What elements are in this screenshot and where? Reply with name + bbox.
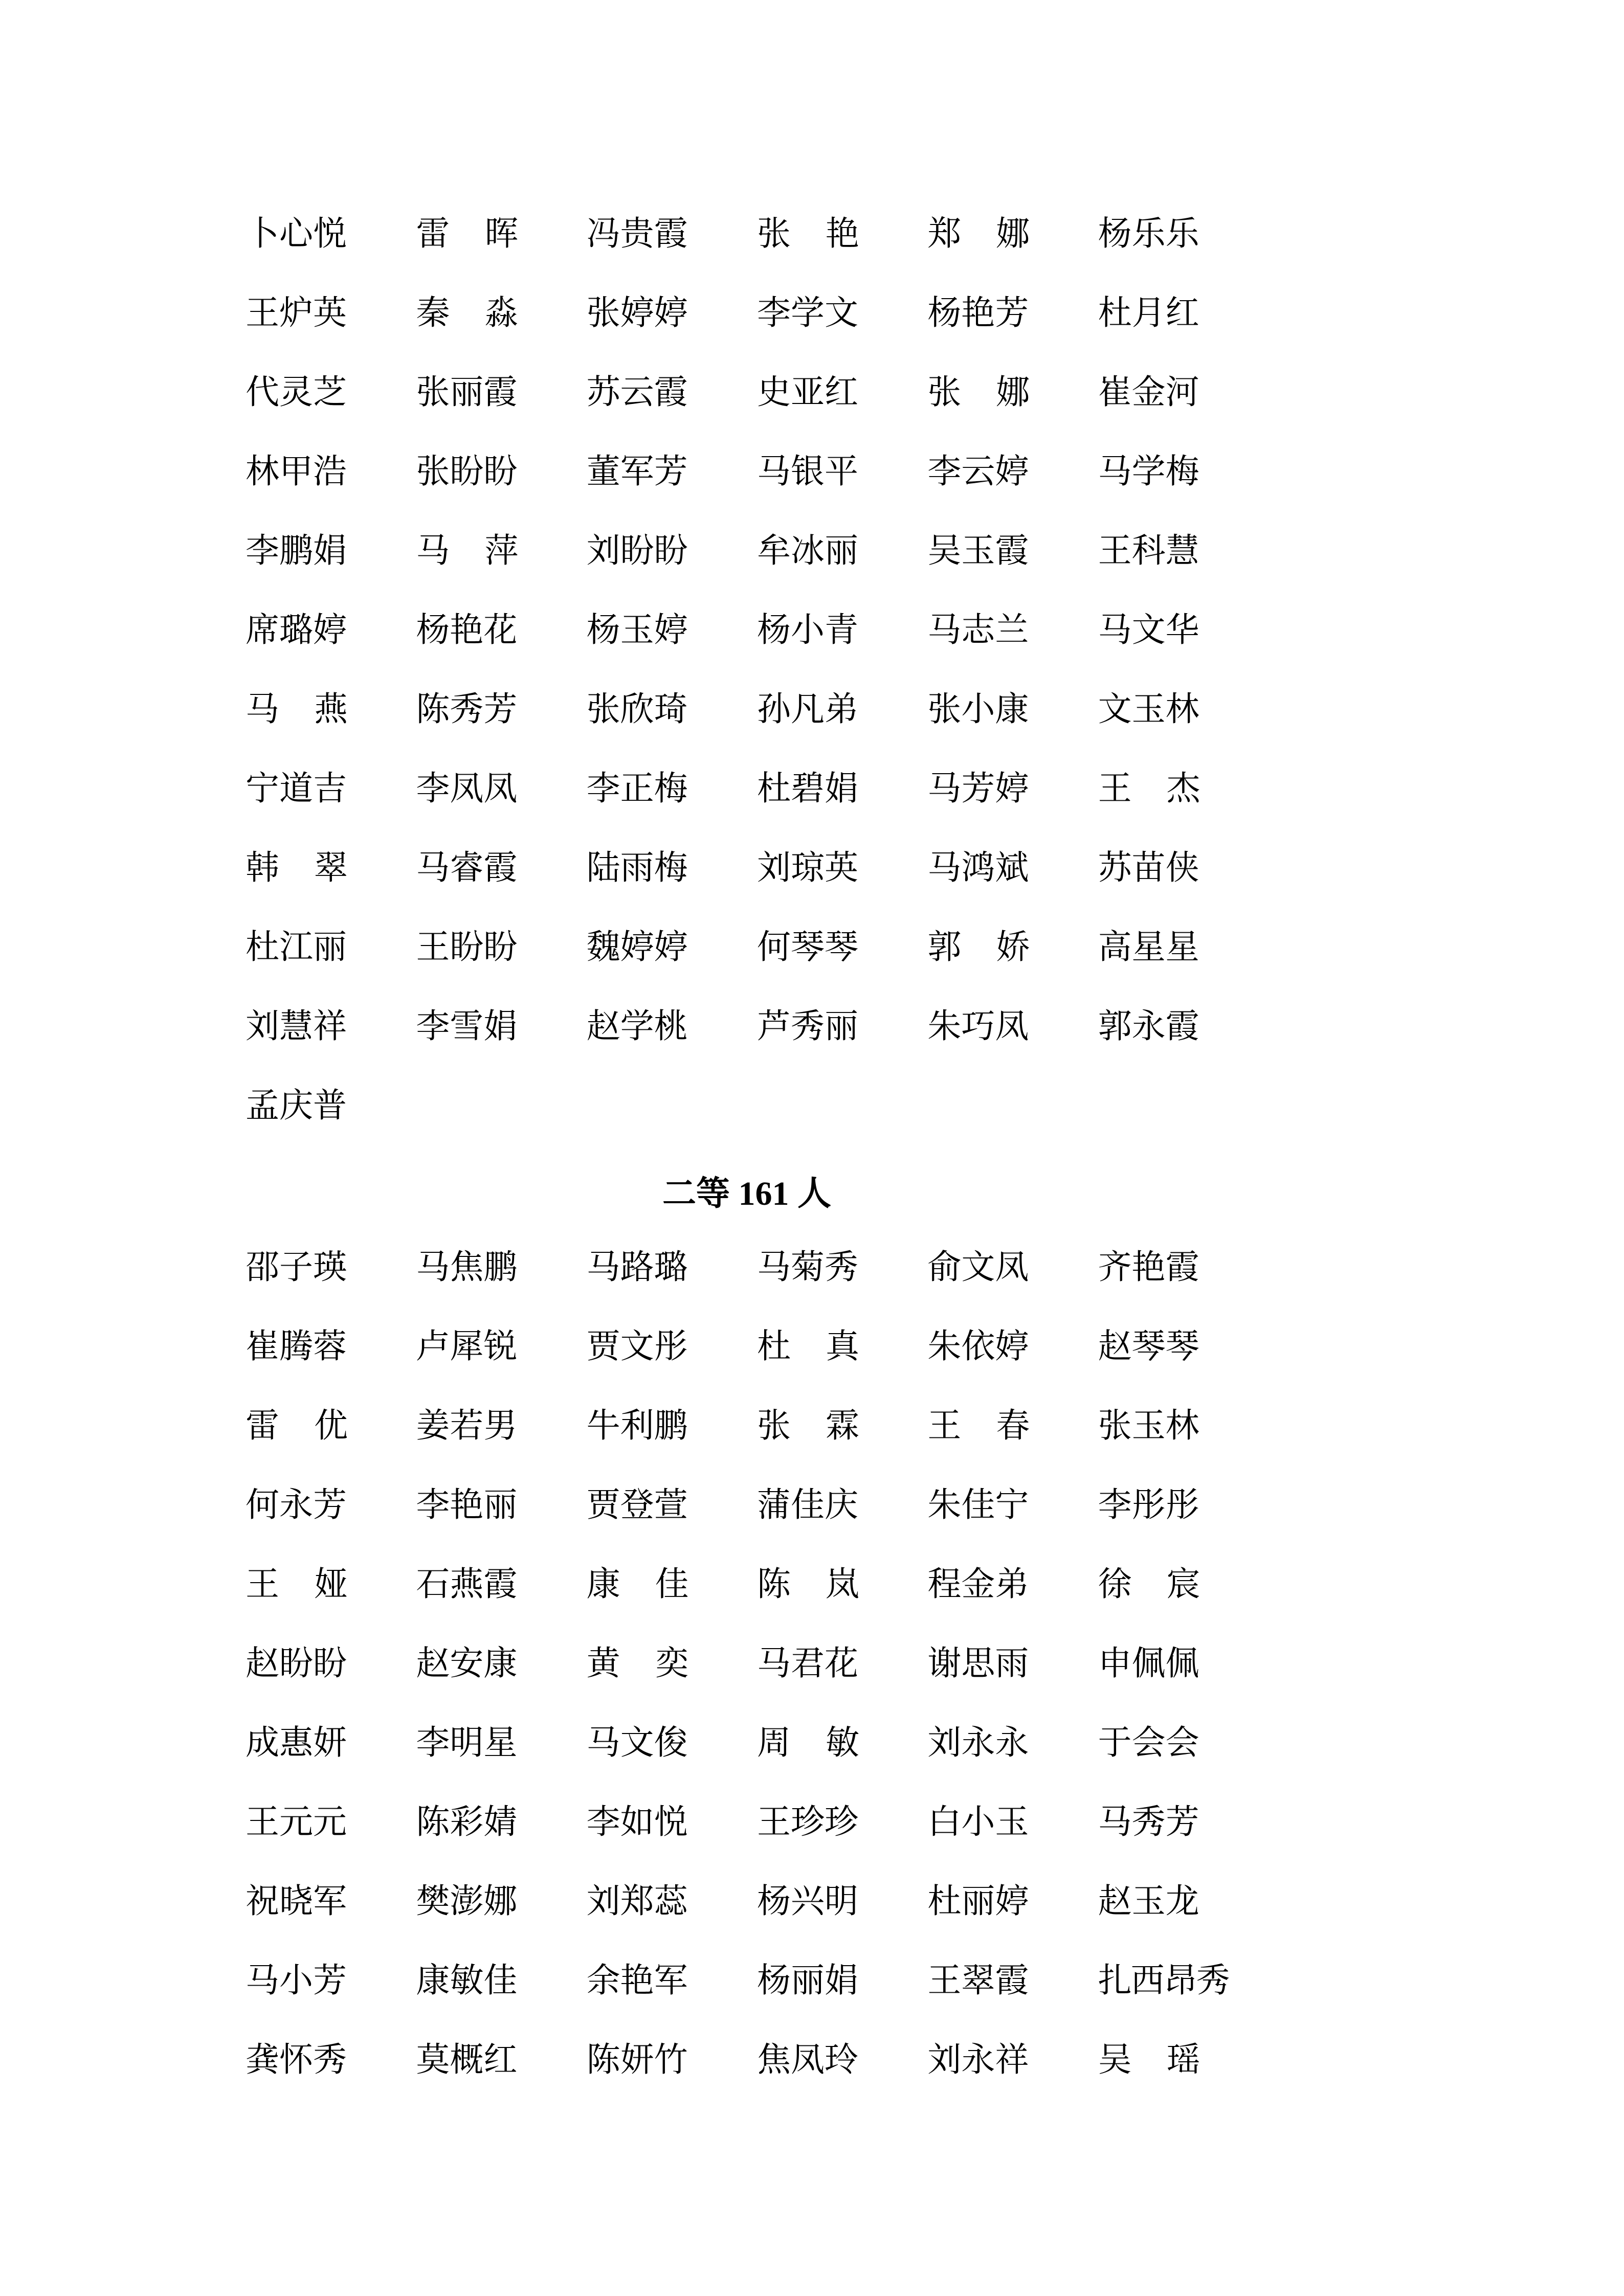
name-entry <box>416 194 586 274</box>
name-text: 王翠霞 <box>927 1962 1029 1999</box>
name-entry <box>1098 1545 1269 1624</box>
name-text: 李彤彤 <box>1098 1487 1199 1524</box>
name-text: 苏云霞 <box>586 374 688 411</box>
name-text: 姜若男 <box>416 1407 518 1445</box>
name-entry <box>246 1066 416 1145</box>
name-text: 王科慧 <box>1098 532 1199 570</box>
name-entry <box>757 908 927 987</box>
name-entry <box>927 1386 1098 1466</box>
name-text: 刘永永 <box>927 1724 1029 1762</box>
name-entry <box>587 2020 757 2100</box>
name-entry <box>246 828 416 908</box>
name-entry <box>757 353 927 432</box>
name-text: 马文华 <box>1098 612 1199 649</box>
name-entry <box>416 1783 586 1862</box>
name-text: 李雪娟 <box>416 1008 518 1045</box>
name-entry <box>927 194 1098 274</box>
name-entry <box>416 1862 586 1941</box>
name-text: 莫概红 <box>416 2041 518 2079</box>
name-text: 董军芳 <box>586 453 688 490</box>
name-text: 贾文彤 <box>586 1328 688 1365</box>
name-entry <box>246 1783 416 1862</box>
name-text: 杨艳花 <box>416 612 518 649</box>
name-text: 马燕 <box>246 691 348 728</box>
name-text: 樊澎娜 <box>416 1883 518 1920</box>
name-entry <box>1098 1386 1269 1466</box>
name-entry <box>1098 1307 1269 1386</box>
name-text: 杨乐乐 <box>1098 215 1199 253</box>
name-text: 王杰 <box>1098 770 1200 807</box>
name-text: 李云婷 <box>927 453 1029 490</box>
name-entry <box>757 1307 927 1386</box>
name-entry <box>246 1386 416 1466</box>
name-text: 马志兰 <box>927 612 1029 649</box>
name-text: 韩翠 <box>246 849 348 887</box>
name-entry <box>587 1545 757 1624</box>
name-text: 何永芳 <box>246 1487 347 1524</box>
name-grid-second-prize <box>246 1228 1269 2100</box>
name-text: 杜碧娟 <box>757 770 858 807</box>
name-entry <box>587 987 757 1066</box>
name-entry <box>246 1228 416 1307</box>
name-entry <box>246 194 416 274</box>
name-text: 王娅 <box>246 1566 348 1603</box>
name-entry <box>587 1703 757 1783</box>
name-text: 张婷婷 <box>586 295 688 332</box>
name-text: 石燕霞 <box>416 1566 518 1603</box>
name-text: 孟庆普 <box>246 1087 347 1124</box>
name-entry <box>587 511 757 591</box>
name-text: 周敏 <box>757 1724 859 1762</box>
name-text: 赵学桃 <box>586 1008 688 1045</box>
name-text: 申佩佩 <box>1098 1645 1199 1682</box>
name-text: 张欣琦 <box>586 691 688 728</box>
name-text: 崔腾蓉 <box>246 1328 347 1365</box>
name-entry <box>1098 670 1269 749</box>
name-entry <box>587 353 757 432</box>
name-entry <box>1098 353 1269 432</box>
name-text: 陈妍竹 <box>586 2041 688 2079</box>
name-entry <box>1098 1466 1269 1545</box>
name-entry <box>927 1941 1098 2020</box>
name-entry <box>246 353 416 432</box>
name-entry <box>416 670 586 749</box>
name-entry <box>927 1862 1098 1941</box>
name-text: 文玉林 <box>1098 691 1199 728</box>
name-entry <box>587 1307 757 1386</box>
name-text: 白小玉 <box>927 1804 1029 1841</box>
name-text: 郭永霞 <box>1098 1008 1199 1045</box>
name-text: 马君花 <box>757 1645 858 1682</box>
name-entry <box>246 908 416 987</box>
name-entry <box>416 749 586 828</box>
name-entry <box>246 432 416 511</box>
name-entry <box>757 1783 927 1862</box>
name-text: 邵子瑛 <box>246 1249 347 1286</box>
name-entry <box>587 1862 757 1941</box>
name-text: 雷优 <box>246 1407 348 1445</box>
name-text: 张盼盼 <box>416 453 518 490</box>
name-entry <box>416 353 586 432</box>
name-text: 冯贵霞 <box>586 215 688 253</box>
name-text: 刘琼英 <box>757 849 858 887</box>
name-text: 史亚红 <box>757 374 858 411</box>
name-entry <box>757 987 927 1066</box>
name-entry <box>587 274 757 353</box>
name-text: 王春 <box>927 1407 1030 1445</box>
name-text: 林甲浩 <box>246 453 347 490</box>
name-entry <box>246 1941 416 2020</box>
name-text: 王元元 <box>246 1804 347 1841</box>
name-text: 祝晓军 <box>246 1883 347 1920</box>
name-entry <box>757 1941 927 2020</box>
name-text: 赵玉龙 <box>1098 1883 1199 1920</box>
name-entry <box>1098 828 1269 908</box>
name-text: 马银平 <box>757 453 858 490</box>
name-entry <box>587 194 757 274</box>
name-text: 吴玉霞 <box>927 532 1029 570</box>
name-text: 徐宸 <box>1098 1566 1200 1603</box>
name-text: 马萍 <box>416 532 519 570</box>
name-entry <box>246 749 416 828</box>
name-entry <box>1098 511 1269 591</box>
name-text: 芦秀丽 <box>757 1008 858 1045</box>
name-entry <box>927 749 1098 828</box>
name-text: 龚怀秀 <box>246 2041 347 2079</box>
name-entry <box>246 1545 416 1624</box>
name-entry <box>416 511 586 591</box>
name-entry <box>1098 1783 1269 1862</box>
name-text: 李明星 <box>416 1724 518 1762</box>
name-text: 俞文凤 <box>927 1249 1029 1286</box>
name-text: 王盼盼 <box>416 929 518 966</box>
name-text: 赵琴琴 <box>1098 1328 1199 1365</box>
name-entry <box>1098 908 1269 987</box>
name-text: 张艳 <box>757 215 859 253</box>
name-text: 秦淼 <box>416 295 519 332</box>
name-entry <box>587 828 757 908</box>
name-entry <box>927 1703 1098 1783</box>
name-entry <box>1098 432 1269 511</box>
name-text: 李凤凤 <box>416 770 518 807</box>
name-text: 高星星 <box>1098 929 1199 966</box>
name-entry <box>416 1624 586 1703</box>
name-entry <box>587 1228 757 1307</box>
name-entry <box>1098 2020 1269 2100</box>
name-text: 马睿霞 <box>416 849 518 887</box>
name-text: 苏苗侠 <box>1098 849 1199 887</box>
name-text: 郭娇 <box>927 929 1030 966</box>
name-text: 席璐婷 <box>246 612 347 649</box>
name-entry <box>246 987 416 1066</box>
name-entry <box>757 1545 927 1624</box>
name-text: 孙凡弟 <box>757 691 858 728</box>
name-entry <box>757 274 927 353</box>
name-text: 朱依婷 <box>927 1328 1029 1365</box>
name-entry <box>416 1466 586 1545</box>
name-text: 马芳婷 <box>927 770 1029 807</box>
name-text: 崔金河 <box>1098 374 1199 411</box>
name-entry <box>927 908 1098 987</box>
name-text: 王珍珍 <box>757 1804 858 1841</box>
name-entry <box>927 987 1098 1066</box>
name-entry <box>927 1466 1098 1545</box>
name-entry <box>246 591 416 670</box>
name-text: 朱佳宁 <box>927 1487 1029 1524</box>
name-text: 陈彩婧 <box>416 1804 518 1841</box>
name-entry <box>587 1466 757 1545</box>
name-text: 赵盼盼 <box>246 1645 347 1682</box>
name-text: 朱巧凤 <box>927 1008 1029 1045</box>
name-entry <box>587 1783 757 1862</box>
name-text: 牛利鹏 <box>586 1407 688 1445</box>
name-entry <box>416 1307 586 1386</box>
name-entry <box>757 828 927 908</box>
name-text: 张玉林 <box>1098 1407 1199 1445</box>
name-entry <box>927 511 1098 591</box>
name-entry <box>1098 591 1269 670</box>
name-entry <box>416 908 586 987</box>
name-entry <box>757 194 927 274</box>
name-text: 齐艳霞 <box>1098 1249 1199 1286</box>
name-entry <box>416 1386 586 1466</box>
name-entry <box>416 1703 586 1783</box>
name-entry <box>1098 1703 1269 1783</box>
name-entry <box>587 432 757 511</box>
name-entry <box>416 987 586 1066</box>
name-text: 马学梅 <box>1098 453 1199 490</box>
name-entry <box>587 670 757 749</box>
name-text: 焦凤玲 <box>757 2041 858 2079</box>
name-entry <box>1098 1624 1269 1703</box>
name-text: 吴瑶 <box>1098 2041 1200 2079</box>
name-entry <box>927 828 1098 908</box>
name-entry <box>927 591 1098 670</box>
name-text: 张霖 <box>757 1407 859 1445</box>
name-text: 杜丽婷 <box>927 1883 1029 1920</box>
name-text: 贾登萱 <box>586 1487 688 1524</box>
name-entry <box>1098 274 1269 353</box>
name-entry <box>416 1228 586 1307</box>
name-entry <box>416 1941 586 2020</box>
name-entry <box>927 274 1098 353</box>
name-entry <box>757 1703 927 1783</box>
name-text: 马焦鹏 <box>416 1249 518 1286</box>
name-text: 蒲佳庆 <box>757 1487 858 1524</box>
name-text: 雷晖 <box>416 215 519 253</box>
name-entry <box>927 1307 1098 1386</box>
name-entry <box>416 2020 586 2100</box>
name-text: 谢思雨 <box>927 1645 1029 1682</box>
name-entry <box>757 2020 927 2100</box>
name-entry <box>927 353 1098 432</box>
name-entry <box>757 749 927 828</box>
name-text: 李艳丽 <box>416 1487 518 1524</box>
section-second-prize <box>235 1228 1389 2100</box>
name-text: 陆雨梅 <box>586 849 688 887</box>
name-entry <box>416 591 586 670</box>
name-text: 郑娜 <box>927 215 1030 253</box>
name-text: 余艳军 <box>586 1962 688 1999</box>
name-text: 杨玉婷 <box>586 612 688 649</box>
name-entry <box>927 1545 1098 1624</box>
name-entry <box>757 1466 927 1545</box>
name-entry <box>927 670 1098 749</box>
name-text: 杨小青 <box>757 612 858 649</box>
section-heading-second-prize: 二等 161 人 <box>662 1175 831 1212</box>
name-text: 李正梅 <box>586 770 688 807</box>
name-entry <box>927 1783 1098 1862</box>
name-entry <box>587 749 757 828</box>
name-text: 张小康 <box>927 691 1029 728</box>
name-text: 宁道吉 <box>246 770 347 807</box>
name-entry <box>587 1941 757 2020</box>
name-entry <box>246 1624 416 1703</box>
name-text: 成惠妍 <box>246 1724 347 1762</box>
name-text: 马菊秀 <box>757 1249 858 1286</box>
name-entry <box>927 2020 1098 2100</box>
name-entry <box>246 670 416 749</box>
name-text: 魏婷婷 <box>586 929 688 966</box>
name-text: 杜月红 <box>1098 295 1199 332</box>
section-first-prize-continued <box>235 194 1389 1145</box>
name-text: 张丽霞 <box>416 374 518 411</box>
name-entry <box>246 1307 416 1386</box>
name-entry <box>587 1624 757 1703</box>
name-entry <box>757 1862 927 1941</box>
name-entry <box>757 1624 927 1703</box>
name-entry <box>757 1386 927 1466</box>
name-text: 马路璐 <box>586 1249 688 1286</box>
name-entry <box>1098 987 1269 1066</box>
name-entry <box>246 1466 416 1545</box>
name-text: 刘郑蕊 <box>586 1883 688 1920</box>
name-text: 赵安康 <box>416 1645 518 1682</box>
name-text: 刘永祥 <box>927 2041 1029 2079</box>
name-entry <box>1098 1862 1269 1941</box>
name-entry <box>757 511 927 591</box>
name-entry <box>757 1228 927 1307</box>
name-entry <box>416 274 586 353</box>
name-entry <box>757 670 927 749</box>
name-entry <box>587 1386 757 1466</box>
name-text: 于会会 <box>1098 1724 1199 1762</box>
name-text: 程金弟 <box>927 1566 1029 1603</box>
name-text: 扎西昂秀 <box>1098 1962 1229 1999</box>
name-entry <box>757 432 927 511</box>
name-entry <box>416 432 586 511</box>
name-text: 黄奕 <box>586 1645 689 1682</box>
name-text: 卢犀锐 <box>416 1328 518 1365</box>
name-text: 张娜 <box>927 374 1030 411</box>
name-entry <box>246 2020 416 2100</box>
name-text: 代灵芝 <box>246 374 347 411</box>
name-entry <box>1098 1941 1269 2020</box>
name-text: 何琴琴 <box>757 929 858 966</box>
name-entry <box>757 591 927 670</box>
name-text: 陈岚 <box>757 1566 859 1603</box>
name-entry <box>416 828 586 908</box>
name-entry <box>1098 194 1269 274</box>
name-text: 李鹏娟 <box>246 532 347 570</box>
name-text: 杜真 <box>757 1328 859 1365</box>
name-text: 马鸿斌 <box>927 849 1029 887</box>
name-text: 李如悦 <box>586 1804 688 1841</box>
name-text: 杨兴明 <box>757 1883 858 1920</box>
name-entry <box>246 511 416 591</box>
name-entry <box>1098 1228 1269 1307</box>
name-text: 马文俊 <box>586 1724 688 1762</box>
name-entry <box>927 432 1098 511</box>
name-text: 马秀芳 <box>1098 1804 1199 1841</box>
name-entry <box>587 908 757 987</box>
name-text: 康敏佳 <box>416 1962 518 1999</box>
name-entry <box>1098 749 1269 828</box>
name-text: 陈秀芳 <box>416 691 518 728</box>
name-text: 李学文 <box>757 295 858 332</box>
name-text: 卜心悦 <box>246 215 347 253</box>
name-text: 康佳 <box>586 1566 689 1603</box>
name-text: 杨艳芳 <box>927 295 1029 332</box>
name-entry <box>927 1624 1098 1703</box>
name-entry <box>416 1545 586 1624</box>
name-grid-first-prize <box>246 194 1269 1145</box>
name-text: 牟冰丽 <box>757 532 858 570</box>
name-entry <box>587 591 757 670</box>
name-text: 王炉英 <box>246 295 347 332</box>
name-text: 刘盼盼 <box>586 532 688 570</box>
name-entry <box>927 1228 1098 1307</box>
name-entry <box>246 1703 416 1783</box>
name-entry <box>246 1862 416 1941</box>
name-text: 刘慧祥 <box>246 1008 347 1045</box>
name-text: 杜江丽 <box>246 929 347 966</box>
name-text: 杨丽娟 <box>757 1962 858 1999</box>
name-entry <box>246 274 416 353</box>
name-text: 马小芳 <box>246 1962 347 1999</box>
